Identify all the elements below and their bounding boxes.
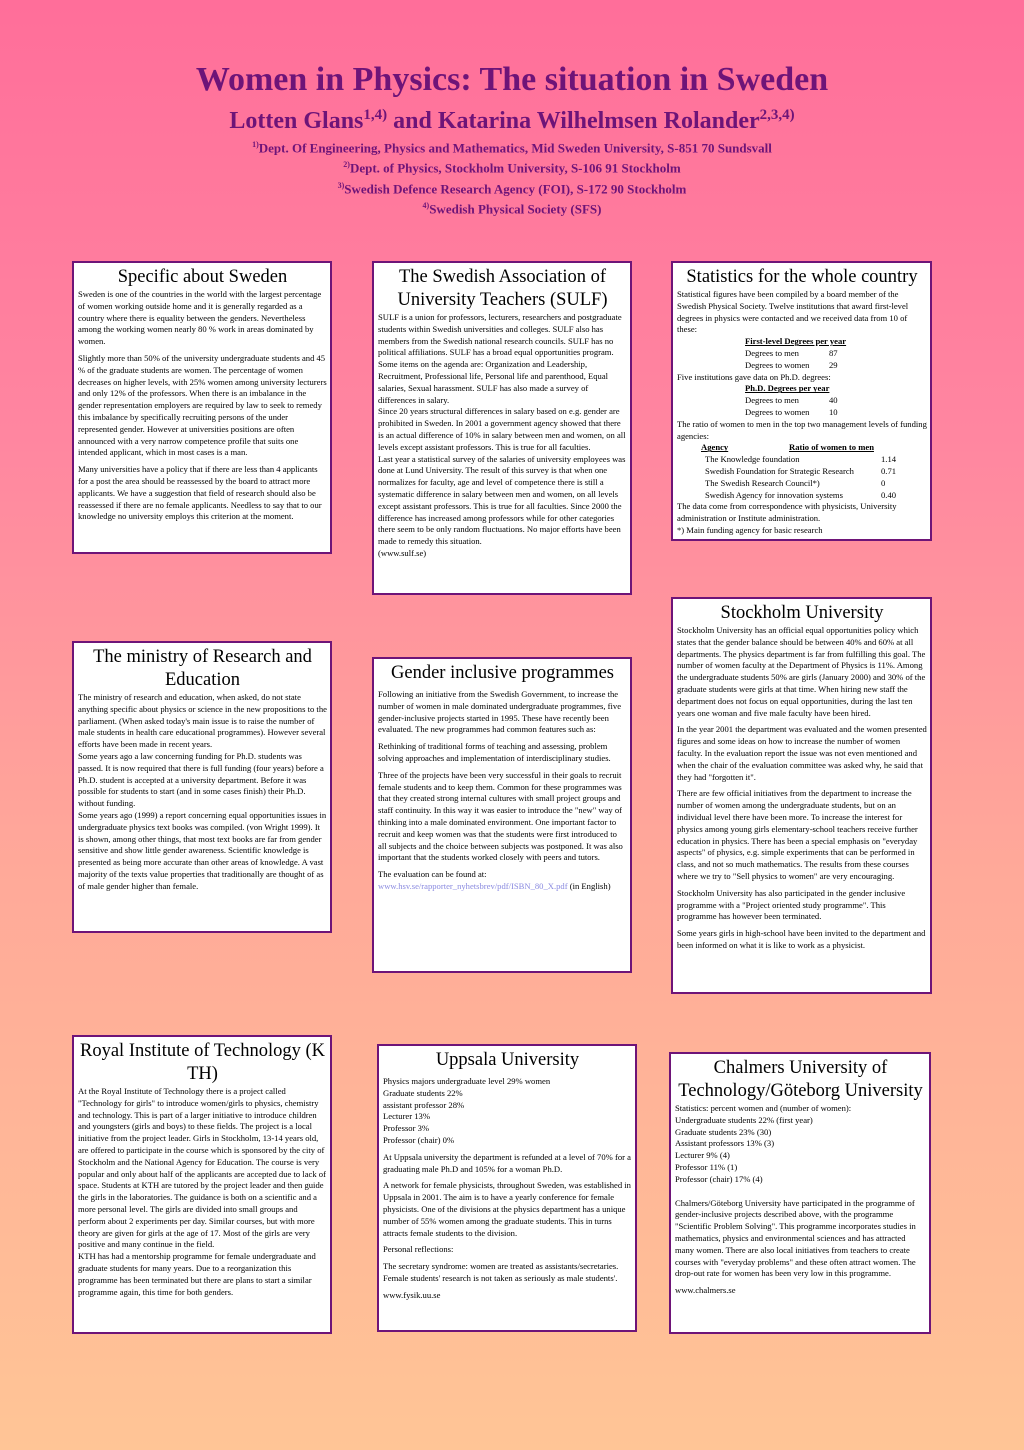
first-level-header: First-level Degrees per year: [745, 336, 847, 347]
uppsala-paragraph: Personal reflections:: [383, 1244, 454, 1255]
uppsala-paragraph: At Uppsala university the department is refunded at a level of 70% for a graduating male Ph.D and 105% for a woman Ph.D.: [383, 1151, 631, 1174]
author-2-affiliation: 2,3,4): [759, 107, 795, 123]
stat-row: Degrees to women 10: [745, 406, 838, 417]
panel-sweden: [72, 261, 332, 554]
uppsala-paragraph: The secretary syndrome: women are treated as assistants/secretaries. Female students' research is not taken as seriously as male students'.: [383, 1261, 619, 1283]
author-2: Katarina Wilhelmsen Rolander: [437, 108, 760, 134]
chalmers-paragraph: Chalmers/Göteborg University have participated in the programme of gender-inclusive projects described above, with the programme "Scientific Problem Solving". This programme incorporates studies in mathematics, physics and environmental sciences and has attracted many women. There are also local initiatives from teachers to create courses with "everyday problems" and these often attract women. The drop-out rate for women has been very low in this programme.: [675, 1197, 916, 1279]
kth-paragraph: At the Royal Institute of Technology there is a project called "Technology for girls" to introduce women/girls to physics, chemistry and technology. This is part of a larger initiative to introduce children and youngsters (girls and boys) to these fields. The project is a local initiative from the project leader. Girls in Stockholm, 13-14 years old, are offered to participate in the course which is sponsored by the city of Stockholm and the National Agency for Education. The course is very popular and only about half of the applicants are accepted due to lack of space. Students at KTH are tutored by the project leader and then guide the girls in the laboratories. The guidance is both on a scientific and a more personal level. The girls are divided into small groups and perform about 2 experiments per day. Similar courses, but with more theory are given for girls at the age of 17. Most of the girls are very positive and many continue in the field.: [78, 1086, 326, 1250]
author-1: Lotten Glans: [229, 108, 364, 134]
panel-gender-heading: Gender inclusive programmes: [391, 663, 614, 683]
ministry-paragraph: Some years ago a law concerning funding for Ph.D. students was passed. It is now required that there is full funding (four years) before a Ph.D. student is accepted at a university department. Before it was possible for students to start (and in some cases finish) their Ph.D. without funding.: [78, 750, 324, 809]
stockholm-paragraph: Stockholm University has also participated in the gender inclusive programme with a "Project oriented study programme". This programme has however been terminated.: [677, 887, 906, 922]
ministry-paragraph: Some years ago (1999) a report concerning equal opportunities issues in undergraduate physics text books was compiled. (von Wright 1999). It is shown, among other things, that most text books are far from gender sensitive and show little gender awareness. Scientific knowledge is presented as being more accurate than other areas of knowledge. A vast majority of the texts value properties that traditionally are thought of as of male gender higher than female.: [78, 809, 327, 891]
affiliation-1: $^{1)}$Dept. Of Engineering, Physics and Mathematics, Mid Sweden University, S-851 70 Sundsvall: [252, 140, 772, 156]
uppsala-paragraph: A network for female physicists, throughout Sweden, was established in Uppsala in 2001. The aim is to have a yearly conference for female physicists. One of the divisions at the physics department has a unique number of 55% women among the graduate students. This in turns attracts female students to the division.: [383, 1180, 631, 1238]
agency-row: Swedish Agency for innovation systems 0.40: [705, 489, 897, 500]
panel-stockholm: [671, 597, 932, 994]
chalmers-website: www.chalmers.se: [675, 1285, 736, 1296]
agency-row: The Swedish Research Council*) 0: [705, 477, 886, 488]
chalmers-stats: Statistics: percent women and (number of women): Undergraduate students 22% (first year) Graduate students 23% (30) Assistant professors 13% (3) Lecturer 9% (4) Professor 11% (1) Professor (chair) 17% (4): [675, 1103, 852, 1184]
sulf-paragraph: Last year a statistical survey of the salaries of university employees was done at Lund University. The result of this survey is that when one normalizes for faculty, age and level of competence there is still a systematic difference in salary between men and women, on all levels except assistant professors. This is true for all faculties. Since 2000 the difference has increased among professors while for other categories there seem to be only random fluctuations. No major efforts have been made to remedy this situation.: [378, 453, 626, 547]
poster-authors: [0, 100, 1024, 136]
panel-kth-heading: Royal Institute of Technology (K TH): [80, 1041, 325, 1084]
panel-chalmers: [669, 1052, 931, 1334]
statistics-footnote: *) Main funding agency for basic research: [677, 524, 823, 535]
sulf-paragraph: Since 20 years structural differences in salary based on e.g. gender are prohibited in Sweden. In 2001 a government agency showed that there is an actual difference of 10% in salary between men and women, on all levels except assistant professors. This is true for all faculties.: [378, 406, 626, 452]
phd-header: Ph.D. Degrees per year: [745, 383, 830, 394]
phd-header-row: [677, 383, 927, 395]
author-1-affiliation: 1,4): [363, 107, 388, 123]
panel-sulf: [372, 261, 632, 595]
sulf-paragraph: SULF is a union for professors, lecturers, researchers and postgraduate students within Swedish universities and colleges. SULF also has members from the Swedish national research councils. SULF has no political affiliations. SULF has a broad equal opportunities program. Some items on the agenda are: Organization and Leadership, Recruitment, Professional life, Personal life and parenthood, Equal salaries, Sexual harassment. SULF has also made a survey of differences in salary.: [378, 312, 622, 405]
panel-statistics: [671, 261, 932, 541]
panel-sweden-heading: Specific about Sweden: [117, 267, 288, 287]
ratio-intro: The ratio of women to men in the top two management levels of funding agencies:: [677, 418, 927, 441]
phd-intro: Five institutions gave data on Ph.D. degrees:: [677, 371, 831, 382]
affiliation-2: $^{2)}$Dept. of Physics, Stockholm University, S-106 91 Stockholm: [343, 160, 681, 176]
stat-row: Degrees to men 87: [745, 347, 838, 358]
agency-row: Swedish Foundation for Strategic Research 0.71: [705, 465, 897, 476]
panel-gender-inclusive: [372, 657, 632, 973]
panel-sulf-heading: The Swedish Association of University Teachers (SULF): [397, 267, 608, 310]
statistics-source: The data come from correspondence with physicists, University administration or Institute administration.: [677, 501, 897, 524]
affiliation-3: $^{3)}$Swedish Defence Research Agency (FOI), S-172 90 Stockholm: [337, 180, 687, 196]
gender-paragraph: Three of the projects have been very successful in their goals to recruit female students and to keep them. Common for these programmes was that they created strong internal cultures with small project groups and staff continuity. In this way it was easier to introduce the "new" way of thinking into a male dominated environment. One important factor to recruit and keep women was that the students were first introduced to all subjects and the choice between subjects was postponed. It was also important that the students worked closely with peers and tutors.: [378, 769, 623, 863]
stockholm-paragraph: In the year 2001 the department was evaluated and the women presented figures and some ideas on how to increase the number of women faculty. In the evaluation report the issue was not even mentioned and when the chair of the evaluation committee was asked why, he said that they had "forgotten it".: [677, 724, 927, 782]
gender-paragraph: Following an initiative from the Swedish Government, to increase the number of women in male dominated undergraduate programmes, five gender-inclusive projects started in 1995. These have recently been evaluated. The new programmes had common features such as:: [378, 689, 622, 735]
gender-paragraph: The evaluation can be found at: www.hsv.se/rapporter_nyhetsbrev/pdf/ISBN_80_X.pdf (in English): [378, 869, 611, 891]
sweden-paragraph: Many universities have a policy that if there are less than 4 applicants for a post the area should be reassessed by the board to attract more applicants. We have a suggestion that field of research should also be reassessed if there are no female applicants. Needless to say that to our knowledge no university employs this criterion at the moment.: [78, 464, 322, 522]
statistics-content: [677, 289, 927, 537]
evaluation-link[interactable]: www.hsv.se/rapporter_nyhetsbrev/pdf/ISBN_80_X.pdf: [378, 880, 568, 891]
stockholm-paragraph: Stockholm University has an official equal opportunities policy which states that the gender balance should be between 40% and 60% at all departments. The physics department is far from fulfilling this goal. The number of women faculty at the Department of Physics is 11%. Among the undergraduate students 50% are girls (January 2000) and 30% of the graduate students were girls at that time. When hiring new staff the department does not focus on equal opportunities, during the last ten years one woman and five male faculty have been hired.: [677, 625, 926, 718]
panel-statistics-heading: Statistics for the whole country: [686, 267, 918, 287]
stat-row: Degrees to women 29: [745, 359, 838, 370]
panel-ministry: [72, 641, 332, 933]
sweden-paragraph: Slightly more than 50% of the university undergraduate students and 45 % of the graduate students are women. The percentage of women decreases on higher levels, with 25% women among university lecturers and only 12% of the professors. When there is an imbalance in the gender representation employers are required by law to seek to remedy this imbalance by specifically recruiting persons of the under represented gender. However at universities positions are often announced with a very narrow competence profile that suits one intended applicant, which in most cases is a man.: [78, 352, 327, 458]
agency-header-row: Agency Ratio of women to men: [701, 442, 874, 453]
stockholm-paragraph: Some years girls in high-school have been invited to the department and been informed on what it is like to work as a physicist.: [677, 928, 926, 950]
authors-and: and: [387, 108, 438, 134]
uppsala-website: www.fysik.uu.se: [383, 1289, 441, 1300]
panel-stockholm-heading: Stockholm University: [720, 603, 884, 623]
agency-row: The Knowledge foundation 1.14: [705, 454, 897, 465]
stockholm-paragraph: There are few official initiatives from the department to increase the number of women among the undergraduate students, but on an individual level there have been more. To increase the interest for physics among young girls elementary-school teachers receive further education in physics. There has been a special emphasis on "everyday aspects" of physics, e.g. simple experiments that can be performed in class, and not so much mathematics. The results from these courses where we try to "Sell physics to women" are very encouraging.: [677, 788, 918, 881]
stat-row: Degrees to men 40: [745, 395, 838, 406]
sweden-paragraph: Sweden is one of the countries in the world with the largest percentage of women working outside home and it is generally regarded as a country where there is equality between the genders. Nevertheless among the working women nearly 80 % work in areas dominated by women.: [78, 289, 322, 347]
panel-kth: [72, 1035, 332, 1334]
ministry-paragraph: The ministry of research and education, when asked, do not state anything specific about physics or science in the new propositions to the parliament. (When asked today's main issue is to raise the number of male students in health care educational programmes). However several efforts have been made in recent years.: [78, 692, 327, 750]
poster-header: [0, 60, 1024, 217]
uppsala-stats: Physics majors undergraduate level 29% women Graduate students 22% assistant professor 28% Lecturer 13% Professor 3% Professor (chair) 0%: [383, 1076, 551, 1145]
statistics-intro: Statistical figures have been compiled by a board member of the Swedish Physical Society. Twelve institutions that award first-level degrees in physics were contacted and we received data from 10 of these:: [677, 289, 909, 335]
kth-paragraph: KTH has had a mentorship programme for female undergraduate and graduate students for many years. Due to a reorganization this programme has been terminated but there are plans to start a similar programme again, this time for both genders.: [78, 1251, 316, 1297]
panel-uppsala: [377, 1044, 637, 1332]
panel-uppsala-heading: Uppsala University: [435, 1050, 580, 1070]
affiliation-4: $^{4)}$Swedish Physical Society (SFS): [422, 200, 602, 217]
first-level-header-row: [677, 336, 927, 348]
gender-paragraph: Rethinking of traditional forms of teaching and assessing, problem solving approaches and implementation of interdisciplinary studies.: [378, 741, 611, 763]
panel-chalmers-heading: Chalmers University of Technology/Göteborg University: [678, 1058, 923, 1101]
poster-title: Women in Physics: The situation in Sweden: [195, 61, 829, 98]
sulf-website: (www.sulf.se): [378, 547, 427, 558]
panel-ministry-heading: The ministry of Research and Education: [93, 647, 312, 690]
